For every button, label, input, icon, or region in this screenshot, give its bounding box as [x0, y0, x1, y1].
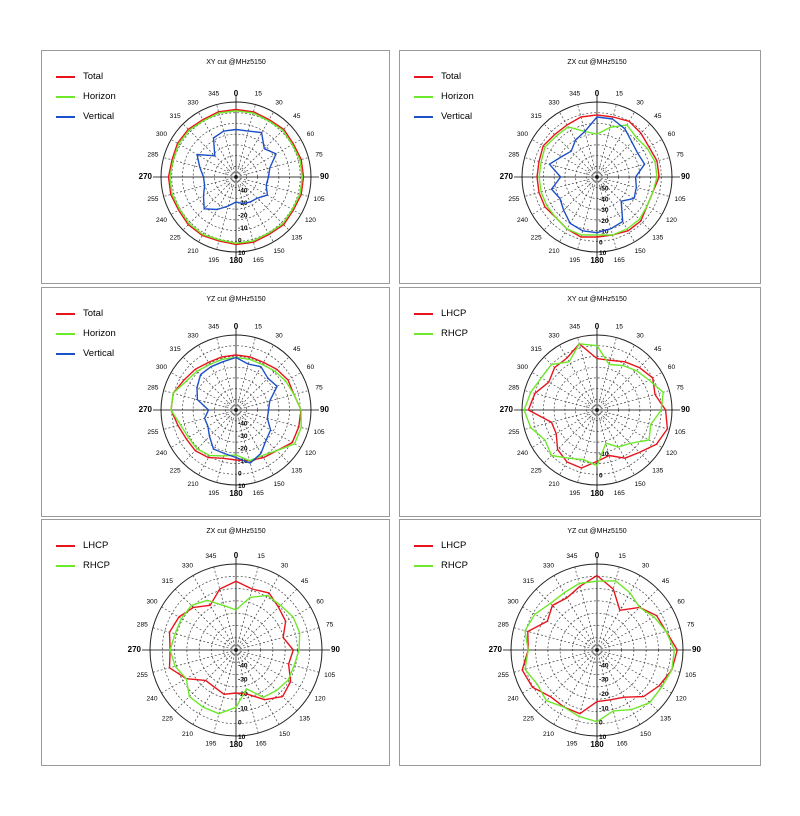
angle-label: 315	[530, 112, 542, 120]
radial-label: -20	[238, 445, 248, 453]
radial-label: -30	[238, 200, 248, 207]
legend-swatch	[414, 116, 433, 118]
angle-label: 135	[291, 234, 303, 242]
polar-chart-svg	[42, 520, 389, 765]
angle-label: 210	[548, 248, 560, 256]
angle-label: 90	[320, 405, 329, 415]
angle-label: 165	[252, 256, 264, 264]
legend-swatch	[414, 333, 433, 335]
angle-label: 75	[687, 621, 695, 629]
angle-label: 90	[320, 172, 329, 182]
grid-spoke	[236, 177, 301, 215]
angle-label: 30	[275, 332, 283, 340]
angle-label: 285	[147, 384, 159, 392]
angle-label: 30	[275, 99, 283, 107]
angle-label: 105	[324, 671, 336, 679]
grid-spoke	[153, 628, 236, 650]
grid-spoke	[578, 177, 597, 249]
legend-label: LHCP	[441, 308, 467, 319]
angle-label: 210	[181, 730, 194, 738]
angle-label: 90	[681, 405, 690, 415]
angle-label: 60	[677, 598, 685, 606]
grid-spoke	[532, 177, 597, 215]
angle-label: 30	[641, 562, 650, 570]
angle-label: 45	[293, 112, 301, 120]
polar-chart-svg	[400, 51, 760, 283]
angle-label: 120	[665, 449, 677, 457]
angle-label: 240	[146, 695, 158, 703]
radial-label: -40	[238, 420, 248, 428]
grid-spoke	[597, 124, 650, 177]
grid-spoke	[236, 567, 258, 650]
angle-label: 285	[508, 384, 520, 392]
chart-panel-yz-linear	[41, 287, 390, 517]
grid-spoke	[597, 140, 662, 178]
grid-spoke	[236, 391, 308, 410]
angle-label: 330	[548, 332, 560, 340]
angle-label: 0	[594, 89, 600, 99]
grid-spoke	[164, 177, 236, 196]
radial-label: -30	[238, 433, 248, 440]
grid-spoke	[236, 124, 289, 177]
grid-spoke	[236, 112, 274, 177]
angle-label: 300	[156, 363, 168, 371]
angle-label: 135	[299, 715, 311, 723]
grid-spoke	[597, 357, 650, 410]
grid-spoke	[217, 177, 236, 249]
radial-label: -30	[599, 676, 609, 684]
radial-label: -20	[238, 691, 248, 698]
angle-label: 105	[685, 671, 697, 679]
angle-label: 45	[661, 578, 670, 586]
angle-label: 150	[634, 481, 646, 489]
grid-spoke	[236, 589, 297, 650]
grid-spoke	[236, 158, 308, 177]
chart-title: ZX cut @MHz5150	[206, 528, 266, 535]
chart-title: YZ cut @MHz5150	[206, 296, 266, 303]
angle-label: 240	[517, 216, 529, 224]
radial-label: 10	[599, 734, 607, 741]
grid-spoke	[217, 105, 236, 177]
angle-label: 75	[326, 621, 334, 629]
angle-label: 195	[208, 489, 220, 497]
grid-spoke	[171, 373, 236, 411]
angle-label: 0	[233, 551, 239, 561]
angle-label: 315	[169, 112, 181, 120]
legend-label: Vertical	[83, 111, 115, 122]
polar-chart-svg	[400, 288, 760, 516]
grid-spoke	[597, 650, 640, 724]
polar-chart-svg	[42, 51, 389, 283]
grid-spoke	[597, 628, 680, 650]
grid-spoke	[525, 158, 597, 177]
polar-chart-svg	[400, 520, 760, 765]
grid-spoke	[164, 410, 236, 429]
angle-label: 330	[187, 99, 199, 107]
angle-label: 105	[674, 429, 686, 437]
angle-label: 165	[613, 256, 625, 264]
legend-swatch	[56, 353, 75, 355]
chart-panel-zx-linear	[399, 50, 761, 284]
angle-label: 240	[507, 695, 519, 703]
angle-label: 60	[667, 130, 676, 138]
grid-spoke	[236, 650, 319, 672]
angle-label: 0	[594, 322, 600, 332]
angle-label: 180	[229, 256, 243, 266]
angle-label: 270	[127, 645, 141, 655]
legend-label: Vertical	[441, 111, 473, 122]
radial-label: -50	[599, 185, 609, 193]
angle-label: 90	[692, 645, 701, 655]
angle-label: 135	[660, 715, 672, 723]
angle-label: 120	[665, 216, 677, 224]
legend-label: RHCP	[441, 560, 468, 571]
angle-label: 150	[273, 248, 285, 256]
legend-swatch	[56, 96, 75, 98]
legend-label: Vertical	[83, 348, 115, 359]
angle-label: 330	[181, 562, 194, 570]
legend-swatch	[414, 96, 433, 98]
angle-label: 195	[566, 740, 578, 748]
angle-label: 150	[639, 730, 652, 738]
chart-panel-xy-circular	[399, 287, 761, 517]
angle-label: 135	[291, 467, 303, 475]
angle-label: 180	[590, 489, 604, 499]
radial-label: -10	[599, 705, 609, 713]
angle-label: 225	[530, 234, 542, 242]
grid-spoke	[217, 410, 236, 482]
legend-swatch	[56, 313, 75, 315]
angle-label: 225	[530, 467, 542, 475]
legend-label: LHCP	[83, 540, 109, 551]
angle-label: 135	[652, 467, 664, 475]
angle-label: 195	[569, 256, 581, 264]
grid-spoke	[164, 391, 236, 410]
angle-label: 240	[156, 449, 168, 457]
radial-label: 10	[238, 250, 246, 257]
angle-label: 315	[169, 345, 181, 353]
angle-label: 15	[618, 553, 626, 561]
angle-label: 315	[530, 345, 542, 353]
angle-label: 30	[636, 99, 644, 107]
angle-label: 120	[304, 216, 316, 224]
grid-spoke	[597, 338, 616, 410]
chart-title: YZ cut @MHz5150	[567, 528, 627, 535]
angle-label: 105	[313, 429, 325, 437]
grid-spoke	[183, 177, 236, 230]
angle-label: 120	[675, 695, 687, 703]
grid-spoke	[575, 567, 597, 650]
angle-label: 255	[147, 196, 159, 204]
angle-label: 255	[497, 671, 509, 679]
grid-spoke	[236, 338, 255, 410]
angle-label: 270	[138, 172, 152, 182]
angle-label: 165	[252, 489, 264, 497]
angle-label: 45	[654, 345, 662, 353]
grid-spoke	[175, 589, 236, 650]
grid-spoke	[597, 607, 671, 650]
angle-label: 255	[508, 429, 520, 437]
radial-label: -10	[599, 228, 609, 236]
angle-label: 315	[522, 578, 534, 586]
angle-label: 285	[147, 151, 159, 159]
angle-label: 0	[594, 551, 600, 561]
angle-label: 0	[233, 89, 239, 99]
grid-spoke	[597, 650, 671, 693]
angle-label: 75	[315, 151, 323, 159]
angle-label: 345	[208, 90, 220, 98]
angle-label: 270	[138, 405, 152, 415]
angle-label: 150	[273, 481, 285, 489]
angle-label: 75	[676, 384, 684, 392]
radial-label: -10	[238, 458, 248, 465]
grid-spoke	[578, 338, 597, 410]
radial-label: -10	[238, 225, 248, 232]
radial-label: 10	[238, 483, 246, 490]
angle-label: 285	[508, 151, 520, 159]
angle-label: 315	[161, 578, 173, 586]
angle-label: 30	[280, 562, 289, 570]
angle-label: 300	[517, 363, 529, 371]
radial-label: 10	[599, 250, 607, 257]
angle-label: 150	[634, 248, 646, 256]
angle-label: 255	[147, 429, 159, 437]
radial-label: -30	[599, 207, 609, 215]
legend-swatch	[56, 116, 75, 118]
radial-label: 0	[599, 719, 603, 727]
legend-swatch	[414, 545, 433, 547]
angle-label: 60	[306, 363, 315, 371]
angle-label: 345	[208, 323, 220, 331]
angle-label: 180	[229, 489, 243, 499]
grid-spoke	[236, 410, 301, 448]
angle-label: 345	[569, 90, 581, 98]
polar-chart-svg	[42, 288, 389, 516]
radial-label: -10	[238, 705, 248, 713]
legend-label: Total	[441, 71, 462, 82]
angle-label: 150	[278, 730, 291, 738]
grid-spoke	[236, 105, 255, 177]
angle-label: 300	[156, 130, 168, 138]
angle-label: 165	[613, 489, 625, 497]
angle-label: 60	[306, 130, 315, 138]
angle-label: 210	[548, 481, 560, 489]
grid-spoke	[214, 650, 236, 733]
legend-label: RHCP	[83, 560, 110, 571]
angle-label: 135	[652, 234, 664, 242]
angle-label: 195	[205, 740, 217, 748]
angle-label: 45	[293, 345, 301, 353]
radial-label: -20	[599, 217, 609, 225]
angle-label: 240	[517, 449, 529, 457]
grid-spoke	[597, 650, 680, 672]
angle-label: 255	[136, 671, 148, 679]
chart-title: XY cut @MHz5150	[206, 59, 266, 66]
angle-label: 345	[205, 553, 217, 561]
angle-label: 180	[229, 740, 243, 750]
radial-label: 0	[599, 239, 603, 247]
legend-label: LHCP	[441, 540, 467, 551]
radial-label: -40	[238, 662, 248, 670]
angle-label: 345	[566, 553, 578, 561]
chart-title: XY cut @MHz5150	[567, 296, 627, 303]
angle-label: 75	[676, 151, 684, 159]
radial-label: -30	[238, 676, 248, 684]
chart-panel-xy-linear	[41, 50, 390, 284]
angle-label: 45	[300, 578, 309, 586]
angle-label: 75	[315, 384, 323, 392]
legend-label: Total	[83, 308, 104, 319]
grid-spoke	[597, 567, 619, 650]
grid-spoke	[597, 410, 662, 448]
angle-label: 45	[654, 112, 662, 120]
grid-spoke	[544, 177, 597, 230]
angle-label: 285	[136, 621, 148, 629]
grid-spoke	[578, 410, 597, 482]
radial-label: 0	[238, 237, 242, 245]
chart-panel-yz-circular	[399, 519, 761, 766]
angle-label: 30	[636, 332, 644, 340]
angle-label: 15	[257, 553, 265, 561]
radial-label: -20	[599, 691, 609, 698]
angle-label: 210	[187, 481, 199, 489]
legend-label: Horizon	[441, 91, 474, 102]
angle-label: 15	[615, 323, 623, 331]
angle-label: 15	[254, 90, 262, 98]
grid-spoke	[236, 140, 301, 178]
legend-swatch	[56, 565, 75, 567]
series-line-lhcp	[170, 581, 294, 700]
chart-title: ZX cut @MHz5150	[567, 59, 627, 66]
grid-spoke	[532, 410, 597, 448]
radial-label: -10	[599, 450, 609, 458]
angle-label: 195	[208, 256, 220, 264]
radial-label: 0	[599, 472, 603, 480]
angle-label: 120	[314, 695, 326, 703]
grid-spoke	[236, 650, 279, 724]
angle-label: 210	[187, 248, 199, 256]
grid-spoke	[217, 338, 236, 410]
legend-swatch	[414, 565, 433, 567]
angle-label: 60	[316, 598, 324, 606]
angle-label: 15	[254, 323, 262, 331]
angle-label: 180	[590, 740, 604, 750]
legend-label: Horizon	[83, 91, 116, 102]
angle-label: 330	[548, 99, 560, 107]
angle-label: 105	[674, 196, 686, 204]
angle-label: 210	[542, 730, 555, 738]
angle-label: 300	[507, 598, 519, 606]
angle-label: 300	[146, 598, 158, 606]
radial-label: -40	[238, 187, 248, 195]
grid-spoke	[597, 589, 658, 650]
grid-spoke	[536, 650, 597, 711]
angle-label: 180	[590, 256, 604, 266]
grid-spoke	[236, 650, 310, 693]
angle-label: 90	[681, 172, 690, 182]
angle-label: 330	[542, 562, 555, 570]
angle-label: 105	[313, 196, 325, 204]
angle-label: 195	[569, 489, 581, 497]
angle-label: 270	[499, 172, 513, 182]
legend-label: Total	[83, 71, 104, 82]
grid-spoke	[236, 628, 319, 650]
radial-label: -40	[599, 196, 609, 204]
grid-spoke	[525, 410, 597, 429]
legend-swatch	[56, 333, 75, 335]
legend-label: RHCP	[441, 328, 468, 339]
legend-label: Horizon	[83, 328, 116, 339]
angle-label: 300	[517, 130, 529, 138]
grid-spoke	[525, 177, 597, 196]
angle-label: 120	[304, 449, 316, 457]
angle-label: 285	[497, 621, 509, 629]
grid-spoke	[597, 410, 635, 475]
angle-label: 165	[616, 740, 628, 748]
legend-swatch	[414, 313, 433, 315]
angle-label: 330	[187, 332, 199, 340]
grid-spoke	[171, 140, 236, 178]
angle-label: 60	[667, 363, 676, 371]
angle-label: 225	[169, 234, 181, 242]
angle-label: 90	[331, 645, 340, 655]
angle-label: 225	[522, 715, 534, 723]
angle-label: 0	[233, 322, 239, 332]
angle-label: 165	[255, 740, 267, 748]
chart-panel-zx-circular	[41, 519, 390, 766]
grid-spoke	[523, 650, 597, 693]
angle-label: 225	[169, 467, 181, 475]
angle-label: 270	[499, 405, 513, 415]
grid-spoke	[153, 650, 236, 672]
radial-label: 10	[238, 734, 246, 741]
angle-label: 15	[615, 90, 623, 98]
radial-label: -20	[238, 212, 248, 220]
legend-swatch	[56, 76, 75, 78]
angle-label: 255	[508, 196, 520, 204]
angle-label: 240	[156, 216, 168, 224]
angle-label: 345	[569, 323, 581, 331]
legend-swatch	[414, 76, 433, 78]
radial-label: 0	[238, 470, 242, 478]
grid-spoke	[183, 124, 236, 177]
radial-label: -40	[599, 662, 609, 670]
radial-label: 0	[238, 719, 242, 727]
legend-swatch	[56, 545, 75, 547]
angle-label: 225	[161, 715, 173, 723]
angle-label: 270	[488, 645, 502, 655]
